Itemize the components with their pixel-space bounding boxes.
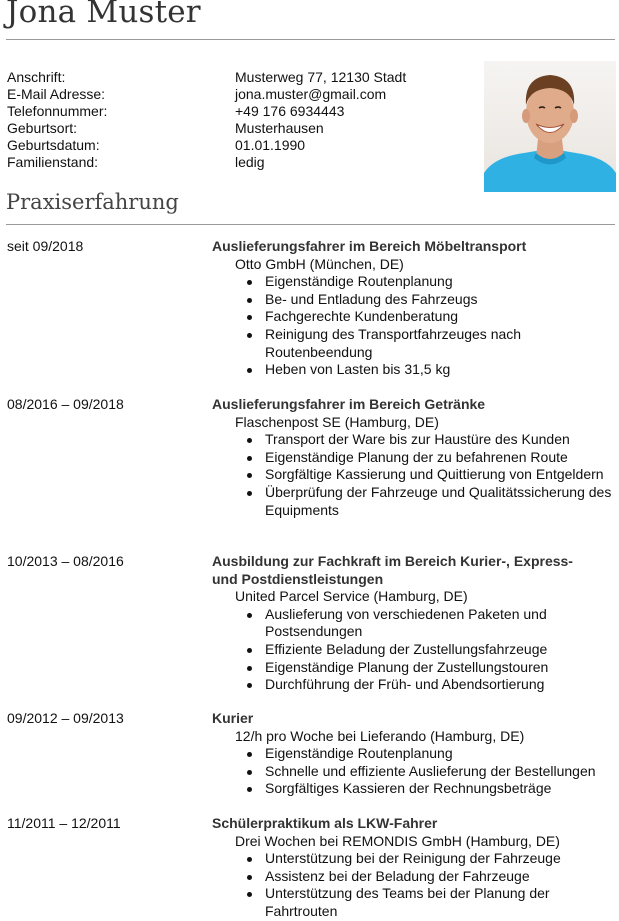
section-title-experience: Praxiserfahrung — [6, 190, 179, 214]
info-label: Geburtsdatum: — [7, 137, 100, 153]
bullet-item: Schnelle und effiziente Auslieferung der Bestellungen — [265, 763, 617, 781]
entry-date: 08/2016 – 09/2018 — [7, 396, 124, 412]
info-value: ledig — [235, 154, 265, 170]
bullet-item: Durchführung der Früh- und Abendsortierung — [265, 676, 617, 694]
info-row-email — [7, 86, 406, 103]
info-row-marital-status — [7, 154, 406, 171]
entry-title: Schülerpraktikum als LKW-Fahrer — [212, 815, 438, 831]
bullet-item: Heben von Lasten bis 31,5 kg — [265, 361, 617, 379]
entry-bullets — [265, 431, 617, 519]
entry-date: 09/2012 – 09/2013 — [7, 710, 124, 726]
profile-photo — [484, 61, 616, 192]
bullet-item: Reinigung des Transportfahrzeuges nach Routenbeendung — [265, 326, 617, 361]
entry-company: Otto GmbH (München, DE) — [235, 255, 404, 272]
entry-company: Drei Wochen bei REMONDIS GmbH (Hamburg, DE) — [235, 832, 560, 849]
info-row-birthplace — [7, 120, 406, 137]
entry-title: Auslieferungsfahrer im Bereich Getränke — [212, 396, 486, 412]
bullet-item: Effiziente Beladung der Zustellungsfahrzeuge — [265, 641, 617, 659]
entry-bullets — [265, 273, 617, 379]
info-row-birthdate — [7, 137, 406, 154]
entry-company: 12/h pro Woche bei Lieferando (Hamburg, DE) — [235, 727, 525, 744]
bullet-item: Assistenz bei der Beladung der Fahrzeuge — [265, 868, 617, 886]
bullet-item: Fachgerechte Kundenberatung — [265, 308, 617, 326]
entry-date: seit 09/2018 — [7, 238, 84, 254]
personal-info — [7, 69, 406, 171]
entry-date: 11/2011 – 12/2011 — [7, 815, 121, 831]
bullet-item: Auslieferung von verschiedenen Paketen und Postsendungen — [265, 606, 617, 641]
info-value: jona.muster@gmail.com — [235, 86, 387, 102]
info-value: +49 176 6934443 — [235, 103, 345, 119]
info-label: Familienstand: — [7, 154, 99, 170]
info-label: Anschrift: — [7, 69, 66, 85]
entry-bullets — [265, 745, 617, 798]
entry-company: Flaschenpost SE (Hamburg, DE) — [235, 413, 439, 430]
bullet-item: Eigenständige Routenplanung — [265, 745, 617, 763]
info-value: Musterhausen — [235, 120, 324, 136]
info-label: Telefonnummer: — [7, 103, 108, 119]
header-divider — [6, 39, 615, 40]
bullet-item: Eigenständige Routenplanung — [265, 273, 617, 291]
entry-title: Ausbildung zur Fachkraft im Bereich Kurier-, Express- und Postdienstleistungen — [212, 553, 573, 587]
entry-date: 10/2013 – 08/2016 — [7, 553, 124, 569]
bullet-item: Unterstützung bei der Reinigung der Fahrzeuge — [265, 850, 617, 868]
section-divider — [6, 224, 615, 225]
entry-company: United Parcel Service (Hamburg, DE) — [235, 588, 468, 605]
info-row-phone — [7, 103, 406, 120]
bullet-item: Be- und Entladung des Fahrzeugs — [265, 291, 617, 309]
bullet-item: Unterstützung des Teams bei der Planung der Fahrtrouten — [265, 885, 617, 920]
bullet-item: Eigenständige Planung der Zustellungstouren — [265, 659, 617, 677]
applicant-name: Jona Muster — [6, 0, 201, 30]
entry-title: Auslieferungsfahrer im Bereich Möbeltransport — [212, 238, 527, 254]
info-value: 01.01.1990 — [235, 137, 306, 153]
person-portrait-icon — [484, 61, 616, 192]
bullet-item: Transport der Ware bis zur Haustüre des Kunden — [265, 431, 617, 449]
bullet-item: Sorgfältige Kassierung und Quittierung von Entgeldern — [265, 466, 617, 484]
info-label: Geburtsort: — [7, 120, 78, 136]
entry-bullets — [265, 850, 617, 920]
entry-title: Kurier — [212, 710, 254, 726]
bullet-item: Sorgfältiges Kassieren der Rechnungsbeträge — [265, 780, 617, 798]
entry-bullets — [265, 606, 617, 694]
bullet-item: Überprüfung der Fahrzeuge und Qualitätssicherung des Equipments — [265, 484, 617, 519]
info-value: Musterweg 77, 12130 Stadt — [235, 69, 407, 85]
info-label: E-Mail Adresse: — [7, 86, 106, 102]
info-row-address — [7, 69, 406, 86]
bullet-item: Eigenständige Planung der zu befahrenen Route — [265, 449, 617, 467]
